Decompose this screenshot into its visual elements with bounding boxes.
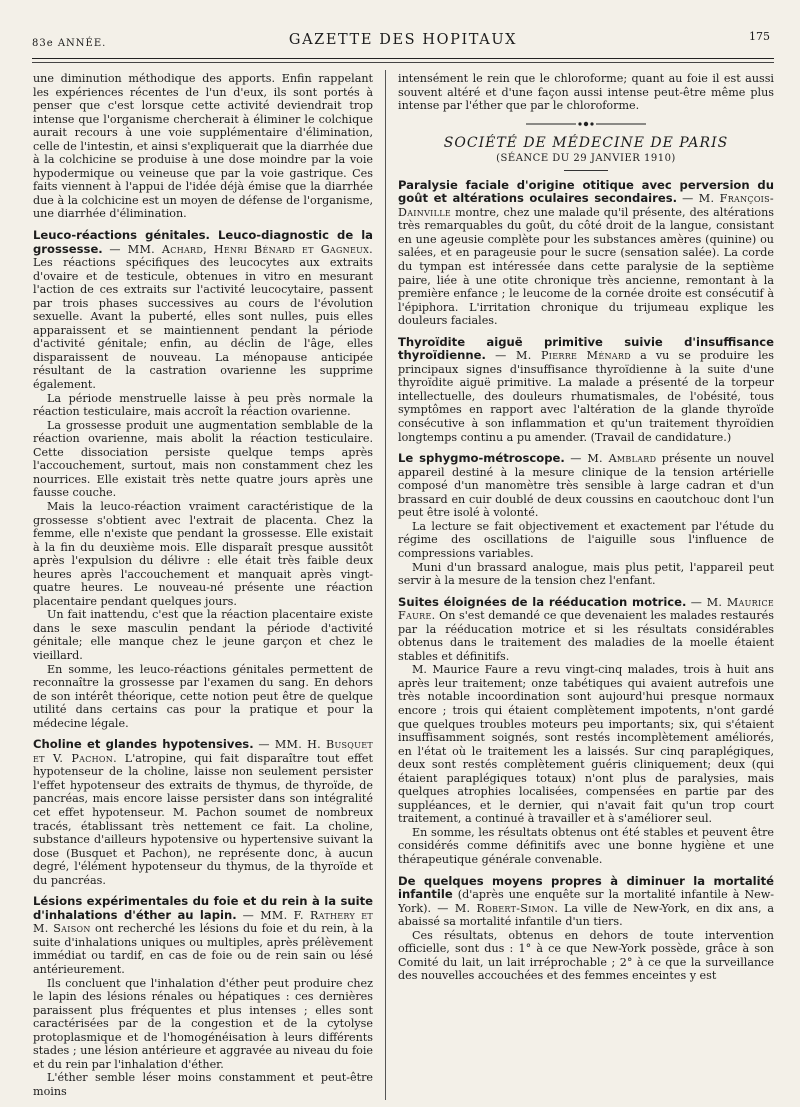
section-thyroidite <box>398 336 774 444</box>
section-reeducation-motrice <box>398 596 774 664</box>
section-title: De quelques moyens propres à diminuer la mortalité infantile <box>398 873 774 902</box>
right-column <box>398 72 774 1102</box>
section-title: Choline et glandes hypotensives. <box>33 737 254 752</box>
page-number: 175 <box>749 30 770 43</box>
paragraph: Ils concluent que l'inhalation d'éther peut produire chez le lapin des lésions rénales ou hépatiques : ces dernières paraissent plus fréquentes et plus intenses ; elles sont caractérisées par de la congestion et de la cytolyse protoplasmique et de l'homogénéisation à leurs différents stades ; une lésion antérieure et aggravée au niveau du foie et du rein par l'inhalation d'éther. <box>33 976 373 1071</box>
journal-title: GAZETTE DES HOPITAUX <box>288 32 518 48</box>
society-title: SOCIÉTÉ DE MÉDECINE DE PARIS <box>443 134 729 151</box>
paragraph: En somme, les leuco-réactions génitales permettent de reconnaître la grossesse par l'examen du sang. En dehors de son intérêt théorique, cette notion peut être de quelque utilité dans certains cas pour la pratique et pour la médecine légale. <box>33 662 373 730</box>
paragraph: La grossesse produit une augmentation semblable de la réaction ovarienne, mais abolit la réaction testiculaire. Cette dissociation persiste quelque temps après l'accouchement, surtout, mais non constamment chez les nourrices. Elle existait très nette quatre jours après une fausse couche. <box>33 418 373 500</box>
section-authors: — M. Amblard <box>570 452 657 466</box>
header-rule-bottom <box>32 62 774 63</box>
paragraph: Ces résultats, obtenus en dehors de toute intervention officielle, sont dus : 1° à ce que New-York possède, grâce à son Comité du lait, un lait irréprochable ; 2° à ce que la surveillance des nouvelles accouchées et des femmes enceintes y est <box>398 928 774 983</box>
section-text: L'atropine, qui fait disparaître tout effet hypotenseur de la choline, laisse non seulement persister l'effet hypotenseur des extraits de thymus, de thyroïde, de pancréas, mais encore laisse persister dans son intégralité cet effet hypotenseur. M. Pachon soumet de nombreux tracés, établissant très nettement ce fait. La choline, substance d'ailleurs hypotensive ou hypertensive suivant la dose (Busquet et Pachon), ne représente donc, à aucun degré, l'élément hypotenseur du thymus, de la thyroïde et du pancréas. <box>33 751 373 887</box>
paragraph: Muni d'un brassard analogue, mais plus petit, l'appareil peut servir à la mesure de la tension chez l'enfant. <box>398 560 774 588</box>
section-text: présente un nouvel appareil destiné à la mesure clinique de la tension artérielle composé d'un manomètre très sensible à large cadran et d'un brassard en cuir doublé de deux coussins en caoutchouc dont l'un peut être isolé à volonté. <box>398 452 774 520</box>
left-column <box>33 72 373 1102</box>
paragraph: L'éther semble léser moins constamment et peut-être moins <box>33 1071 373 1098</box>
section-text: La ville de New-York, en dix ans, a abaissé sa mortalité infantile d'un tiers. <box>398 901 774 929</box>
section-title: Le sphygmo-métroscope. <box>398 451 565 466</box>
paragraph: Un fait inattendu, c'est que la réaction placentaire existe dans le sexe masculin pendant la période d'activité génitale; elle manque chez le jeune garçon et chez le vieillard. <box>33 608 373 662</box>
section-title: Paralysie faciale d'origine otitique avec perversion du goût et altérations oculaires secondaires. <box>398 177 774 206</box>
section-subtitle: (d'après une enquête sur la mortalité infantile à New-York). <box>398 888 774 915</box>
section-title: Leuco-réactions génitales. Leuco-diagnostic de la grossesse. <box>33 228 373 256</box>
section-authors: — M. Pierre Ménard <box>495 349 631 363</box>
paragraph: La période menstruelle laisse à peu près normale la réaction testiculaire, mais accroît la réaction ovarienne. <box>33 391 373 419</box>
paragraph: La lecture se fait objectivement et exactement par l'étude du régime des oscillations de l'aiguille sous l'influence de compressions variables. <box>398 519 774 560</box>
section-sphygmo-metroscope <box>398 452 774 520</box>
header-rule-top <box>32 58 774 59</box>
section-mortalite-infantile <box>398 875 774 929</box>
section-lesions-ether <box>33 895 373 976</box>
section-authors: — M. Robert-Simon. <box>431 901 559 915</box>
section-authors: — M. François-Dainville <box>398 192 774 219</box>
column-divider <box>385 70 386 1100</box>
section-text: a vu se produire les principaux signes d'insuffisance thyroïdienne à la suite d'une thyroïdite aiguë primitive. La malade a présenté de la torpeur intellectuelle, des douleurs rhumatismales, de l'obésité, tous symptômes en rapport avec l'altération de la glande thyroïde consécutive à son inflammation et qu'un traitement thyroïdien longtemps continu a pu amender. (Travail de candidature.) <box>398 349 774 444</box>
intro-paragraph: une diminution méthodique des apports. Enfin rappelant les expériences récentes de l'un d'eux, ils sont portés à penser que c'est lorsque cette activité deviendrait trop intense que l'organisme chercherait à éliminer le colchique aurait recours à une voie supplémentaire d'élimination, celle de l'intestin, et ainsi s'expliquerait que la diarrhée due à la colchicine se produise à une dose moindre par la voie hypodermique ou veineuse que par la voie gastrique. Ces faits viennent à l'appui de l'idée déjà émise que la diarrhée due à la colchicine est un moyen de défense de l'organisme, une diarrhée d'élimination. <box>33 72 373 221</box>
paragraph: En somme, les résultats obtenus ont été stables et peuvent être considérés comme définitifs avec une bonne hygiène et une thérapeutique générale convenable. <box>398 825 774 866</box>
continued-paragraph: intensément le rein que le chloroforme; quant au foie il est aussi souvent altéré et d'une façon aussi intense peut-être même plus intense par l'éther que par le chloroforme. <box>398 72 774 113</box>
seance-date: (SÉANCE DU 29 JANVIER 1910) <box>496 153 676 165</box>
section-text: ont recherché les lésions du foie et du rein, à la suite d'inhalations uniques ou multiples, après prélèvement immédiat ou tardif, en cas de foie ou de rein sain ou lésé antérieurement. <box>33 922 373 976</box>
section-authors: — M. Maurice Faure. <box>398 595 774 623</box>
section-authors: — MM. Achard, Henri Bénard et Gagneux. <box>109 242 373 256</box>
section-paralysie-faciale <box>398 179 774 328</box>
section-authors: — MM. H. Busquet et V. Pachon. <box>33 738 373 765</box>
section-title: Lésions expérimentales du foie et du rein à la suite d'inhalations d'éther au lapin. <box>33 894 373 922</box>
paragraph: Mais la leuco-réaction vraiment caractéristique de la grossesse s'obtient avec l'extrait de placenta. Chez la femme, elle n'existe que pendant la grossesse. Elle existait à la fin du deuxième mois. Elle disparaît presque aussitôt après l'expulsion du délivre : elle était très faible deux heures après l'accouchement et manquait après vingt-quatre heures. Le nouveau-né présente une réaction placentaire pendant quelques jours. <box>33 499 373 608</box>
section-text: Les réactions spécifiques des leucocytes aux extraits d'ovaire et de testicule, obtenues in vitro en mesurant l'action de ces extraits sur l'activité leucocytaire, passent par trois phases successives au cours de l'évolution sexuelle. Avant la puberté, elles sont nulles, puis elles apparaissent et se maintiennent pendant la période d'activité génitale; enfin, au déclin de l'âge, elles disparaissent de nouveau. La ménopause anticipée résultant de la castration ovarienne les supprime également. <box>33 256 373 392</box>
year-label: 83e ANNÉE. <box>32 38 107 49</box>
page-header <box>32 18 774 58</box>
section-text: montre, chez une malade qu'il présente, des altérations très remarquables du goût, du côté droit de la langue, consistant en une ageusie complète pour les substances amères (quinine) ou salées, et en parageusie pour le sucre (sensation salée). La corde du tympan est intéressée dans cette paralysie de la septième paire, liée à une otite chronique très ancienne, remontant à la première enfance ; le leucome de la cornée droite est consécutif à l'épiphora. L'irritation chronique du trijumeau explique les douleurs faciales. <box>398 205 774 328</box>
section-choline <box>33 738 373 887</box>
paragraph: M. Maurice Faure a revu vingt-cinq malades, trois à huit ans après leur traitement; onze tabétiques qui avaient autrefois une très notable incoordination sont aujourd'hui presque normaux encore ; trois qui étaient complètement impotents, n'ont gardé que quelques troubles moteurs peu importants; six, qui s'étaient insuffisamment soignés, sont restés incomplètement améliorés, en l'état où le traitement les a laissés. Sur cinq paraplégiques, deux sont restés complètement guéris cliniquement; deux (qui étaient paraplégiques totaux) n'ont plus de paralysies, mais quelques atrophies localisées, compensées en partie par des suppléances, et le dernier, qui n'avait fait qu'un trop court traitement, a continué à travailler et à s'améliorer seul. <box>398 663 774 826</box>
short-rule <box>564 170 608 171</box>
section-authors: — MM. F. Rathery et M. Saison <box>33 908 373 936</box>
section-title: Suites éloignées de la rééducation motrice. <box>398 594 687 609</box>
section-title: Thyroïdite aiguë primitive suivie d'insuffisance thyroïdienne. <box>398 334 774 363</box>
section-text: On s'est demandé ce que devenaient les malades restaurés par la rééducation motrice et si les résultats considérables obtenus dans le traitement des maladies de la moelle étaient stables et définitifs. <box>398 609 774 663</box>
section-leuco-reactions <box>33 229 373 392</box>
ornament-rule <box>526 121 646 127</box>
